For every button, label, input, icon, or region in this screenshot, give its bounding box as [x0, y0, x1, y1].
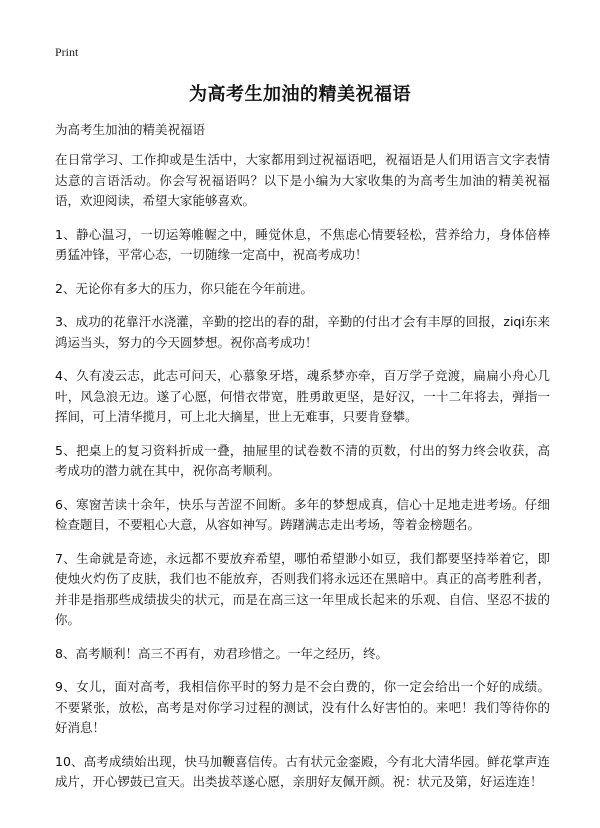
blessing-item-5: 5、把桌上的复习资料折成一叠，抽屉里的试卷数不清的页数，付出的努力终会收获，高考成功的潜力就在其中，祝你高考顺利。	[55, 442, 550, 478]
blessing-item-1: 1、静心温习，一切运筹帷幄之中，睡觉休息，不焦虑心情要轻松，营养给力，身体倍棒勇猛冲锋，平常心态，一切随缘一定高中，祝高考成功！	[55, 226, 550, 262]
blessing-item-8: 8、高考顺利！高三不再有，劝君珍惜之。一年之经历，终。	[55, 645, 388, 661]
page-title: 为高考生加油的精美祝福语	[189, 84, 411, 105]
page-subtitle: 为高考生加油的精美祝福语	[55, 122, 206, 137]
article-body	[55, 150, 550, 806]
intro-paragraph: 在日常学习、工作抑或是生活中，大家都用到过祝福语吧，祝福语是人们用语言文字表情达意的言语活动。你会写祝福语吗？以下是小编为大家收集的为高考生加油的精美祝福语，欢迎阅读，希望大家能够喜欢。	[55, 152, 550, 208]
blessing-item-9: 9、女儿，面对高考，我相信你平时的努力是不会白费的，你一定会给出一个好的成绩。不要紧张，放松，高考是对你学习过程的测试，没有什么好害怕的。来吧！我们等待你的好消息！	[55, 679, 550, 735]
print-label[interactable]: Print	[55, 45, 79, 59]
blessing-item-6: 6、寒窗苦读十余年，快乐与苦涩不间断。多年的梦想成真，信心十足地走进考场。仔细检查题目，不要粗心大意，从容如神写。踌躇满志走出考场，等着金榜题名。	[55, 496, 550, 532]
blessing-item-7: 7、生命就是奇迹，永远都不要放弃希望，哪怕希望渺小如豆，我们都要坚持举着它，即使烛火灼伤了皮肤，我们也不能放弃，否则我们将永远还在黑暗中。真正的高考胜利者，并非是指那些成绩拔尖的状元，而是在高三这一年里成长起来的乐观、自信、坚忍不拔的你。	[55, 550, 550, 627]
blessing-item-2: 2、无论你有多大的压力，你只能在今年前进。	[55, 280, 313, 296]
blessing-item-10: 10、高考成绩始出现，快马加鞭喜信传。古有状元金銮殿，今有北大清华园。鲜花掌声连成片，开心锣鼓已宣天。出类拔萃遂心愿，亲朋好友佩开颜。祝：状元及第，好运连连！	[55, 753, 550, 789]
blessing-item-3: 3、成功的花靠汗水浇灌，辛勤的挖出的春的甜，辛勤的付出才会有丰厚的回报，ziqi东来鸿运当头，努力的今天圆梦想。祝你高考成功！	[55, 314, 550, 350]
blessing-item-4: 4、久有凌云志，此志可问天，心慕象牙塔，魂系梦亦牵，百万学子竞渡，扁扁小舟心几叶，风急浪无边。遂了心愿，何惜衣带宽，胜勇敢更坚，是好汉，一十二年将去，弹指一挥间，可上清华揽月，可上北大摘星，世上无难事，只要肯登攀。	[55, 368, 550, 424]
